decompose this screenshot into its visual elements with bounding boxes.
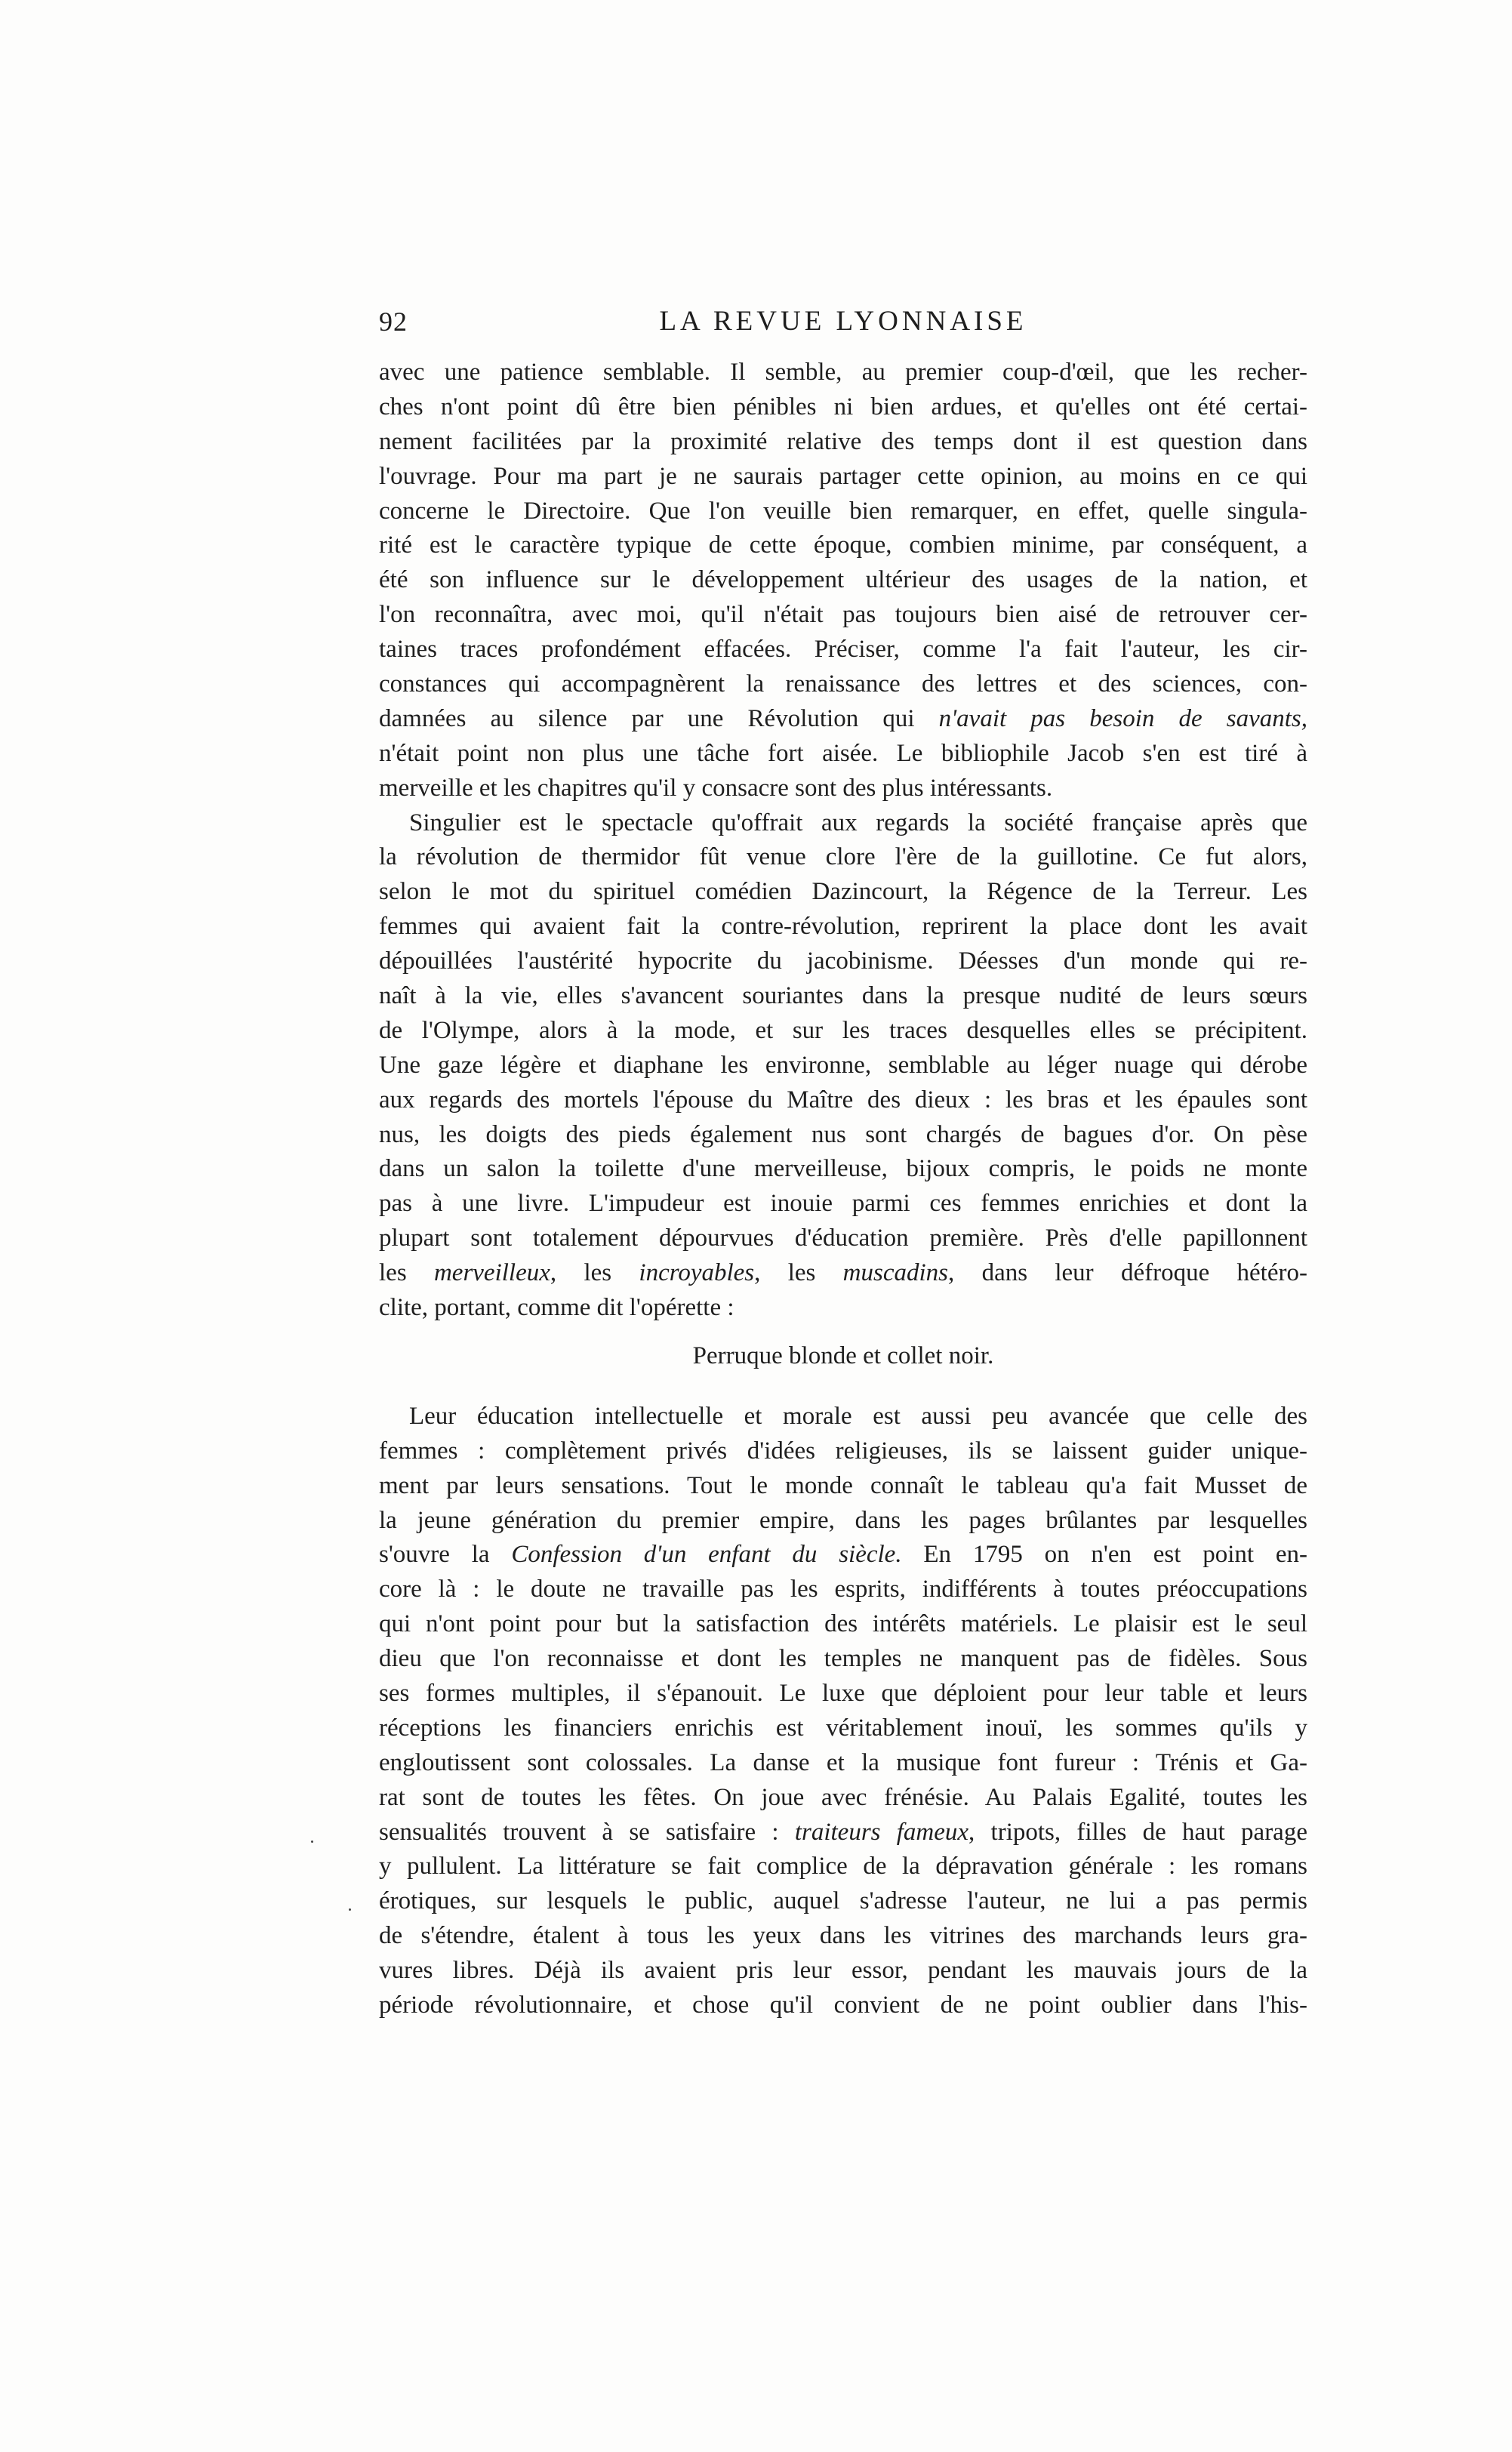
paragraph: [379, 356, 1307, 806]
text-line: nus, les doigts des pieds également nus sont chargés de bagues d'or. On pèse: [379, 1120, 1307, 1148]
text-line: merveille et les chapitres qu'il y consacre sont des plus intéressants.: [379, 774, 1053, 802]
text-line: rité est le caractère typique de cette époque, combien minime, par conséquent, a: [379, 531, 1307, 559]
text-line: y pullulent. La littérature se fait complice de la dépravation générale : les romans: [379, 1853, 1307, 1881]
text-line: ches n'ont point dû être bien pénibles ni bien ardues, et qu'elles ont été certai-: [379, 393, 1307, 420]
text-line: ment par leurs sensations. Tout le monde connaît le tableau qu'a fait Musset de: [379, 1471, 1307, 1499]
spacer: [379, 1374, 1307, 1400]
text-line: aux regards des mortels l'épouse du Maître des dieux : les bras et les épaules sont: [379, 1086, 1307, 1114]
text-line: ses formes multiples, il s'épanouit. Le luxe que déploient pour leur table et leurs: [379, 1679, 1307, 1707]
text-run: , dans leur défroque hétéro-: [948, 1259, 1307, 1287]
text-line: femmes qui avaient fait la contre-révolution, reprirent la place dont les avait: [379, 913, 1307, 941]
body-text: [379, 356, 1307, 2023]
text-line: Une gaze légère et diaphane les environne, semblable au léger nuage qui dérobe: [379, 1051, 1307, 1079]
text-line: réceptions les financiers enrichis est véritablement inouï, les sommes qu'ils y: [379, 1714, 1307, 1742]
text-line: la jeune génération du premier empire, dans les pages brûlantes par lesquelles: [379, 1506, 1307, 1534]
text-line: [379, 702, 1307, 737]
text-line: [379, 1538, 1307, 1573]
text-line: constances qui accompagnèrent la renaissance des lettres et des sciences, con-: [379, 670, 1307, 698]
paragraph: [379, 1400, 1307, 2023]
text-run: , tripots, filles de haut parage: [968, 1818, 1307, 1846]
text-line: de l'Olympe, alors à la mode, et sur les traces desquelles elles se précipitent.: [379, 1016, 1307, 1044]
text-line: rat sont de toutes les fêtes. On joue avec frénésie. Au Palais Egalité, toutes les: [379, 1783, 1307, 1811]
text-line: la révolution de thermidor fût venue clore l'ère de la guillotine. Ce fut alors,: [379, 843, 1307, 871]
text-line: érotiques, sur lesquels le public, auquel s'adresse l'auteur, ne lui a pas permis: [379, 1887, 1307, 1915]
text-line: concerne le Directoire. Que l'on veuille bien remarquer, en effet, quelle singula-: [379, 497, 1307, 525]
text-run: s'ouvre la: [379, 1541, 512, 1569]
text-line: pas à une livre. L'impudeur est inouie parmi ces femmes enrichies et dont la: [379, 1190, 1307, 1218]
text-line: selon le mot du spirituel comédien Dazincourt, la Régence de la Terreur. Les: [379, 878, 1307, 906]
text-line: avec une patience semblable. Il semble, au premier coup-d'œil, que les recher-: [379, 359, 1307, 386]
italic-phrase: n'avait pas besoin de savants,: [938, 704, 1307, 732]
text-line: dépouillées l'austérité hypocrite du jacobinisme. Déesses d'un monde qui re-: [379, 947, 1307, 975]
text-line: plupart sont totalement dépourvues d'éducation première. Près d'elle papillonnent: [379, 1224, 1307, 1252]
scan-speck: [349, 1908, 351, 1911]
text-run: , les: [754, 1259, 843, 1287]
text-line: l'ouvrage. Pour ma part je ne saurais partager cette opinion, au moins en ce qui: [379, 462, 1307, 490]
text-line: nement facilitées par la proximité relative des temps dont il est question dans: [379, 427, 1307, 455]
text-line: dans un salon la toilette d'une merveilleuse, bijoux compris, le poids ne monte: [379, 1155, 1307, 1183]
page-number: 92: [379, 306, 408, 337]
italic-phrase: Confession d'un enfant du siècle.: [511, 1541, 902, 1569]
text-line: vures libres. Déjà ils avaient pris leur essor, pendant les mauvais jours de la: [379, 1957, 1307, 1985]
text-line: core là : le doute ne travaille pas les esprits, indifférents à toutes préoccupations: [379, 1576, 1307, 1603]
text-line: qui n'ont point pour but la satisfaction des intérêts matériels. Le plaisir est le seul: [379, 1610, 1307, 1638]
text-line: été son influence sur le développement ultérieur des usages de la nation, et: [379, 566, 1307, 594]
text-line: naît à la vie, elles s'avancent souriantes dans la presque nudité de leurs sœurs: [379, 982, 1307, 1010]
page-header: [379, 303, 1307, 341]
text-line: de s'étendre, étalent à tous les yeux dans les vitrines des marchands leurs gra-: [379, 1922, 1307, 1950]
verse-quotation: Perruque blonde et collet noir.: [692, 1342, 994, 1369]
spacer: [379, 1326, 1307, 1339]
text-run: les: [379, 1259, 434, 1287]
text-line: l'on reconnaîtra, avec moi, qu'il n'était pas toujours bien aisé de retrouver cer-: [379, 601, 1307, 629]
text-line: n'était point non plus une tâche fort aisée. Le bibliophile Jacob s'en est tiré à: [379, 739, 1307, 767]
text-line: taines traces profondément effacées. Préciser, comme l'a fait l'auteur, les cir-: [379, 636, 1307, 664]
italic-phrase: muscadins: [842, 1259, 949, 1287]
text-line: [379, 1256, 1307, 1291]
text-line: période révolutionnaire, et chose qu'il convient de ne point oublier dans l'his-: [379, 1991, 1307, 2019]
text-line: engloutissent sont colossales. La danse et la musique font fureur : Trénis et Ga-: [379, 1748, 1307, 1776]
text-line: clite, portant, comme dit l'opérette :: [379, 1294, 734, 1322]
scan-speck: [311, 1841, 313, 1843]
italic-phrase: incroyables: [639, 1259, 755, 1287]
text-line: Singulier est le spectacle qu'offrait aux regards la société française après que: [409, 809, 1307, 836]
text-run: En 1795 on n'en est point en-: [901, 1541, 1307, 1569]
text-line: Leur éducation intellectuelle et morale est aussi peu avancée que celle des: [409, 1402, 1307, 1430]
running-title: LA REVUE LYONNAISE: [659, 306, 1027, 337]
text-run: sensualités trouvent à se satisfaire :: [379, 1818, 795, 1846]
italic-phrase: merveilleux: [433, 1259, 550, 1287]
text-line: femmes : complètement privés d'idées religieuses, ils se laissent guider unique-: [379, 1437, 1307, 1465]
text-run: , les: [550, 1259, 639, 1287]
italic-phrase: traiteurs fameux: [794, 1818, 969, 1846]
text-line: [379, 1816, 1307, 1850]
paragraph: [379, 806, 1307, 1326]
text-line: dieu que l'on reconnaisse et dont les temples ne manquent pas de fidèles. Sous: [379, 1645, 1307, 1673]
text-run: damnées au silence par une Révolution qui: [379, 704, 939, 732]
